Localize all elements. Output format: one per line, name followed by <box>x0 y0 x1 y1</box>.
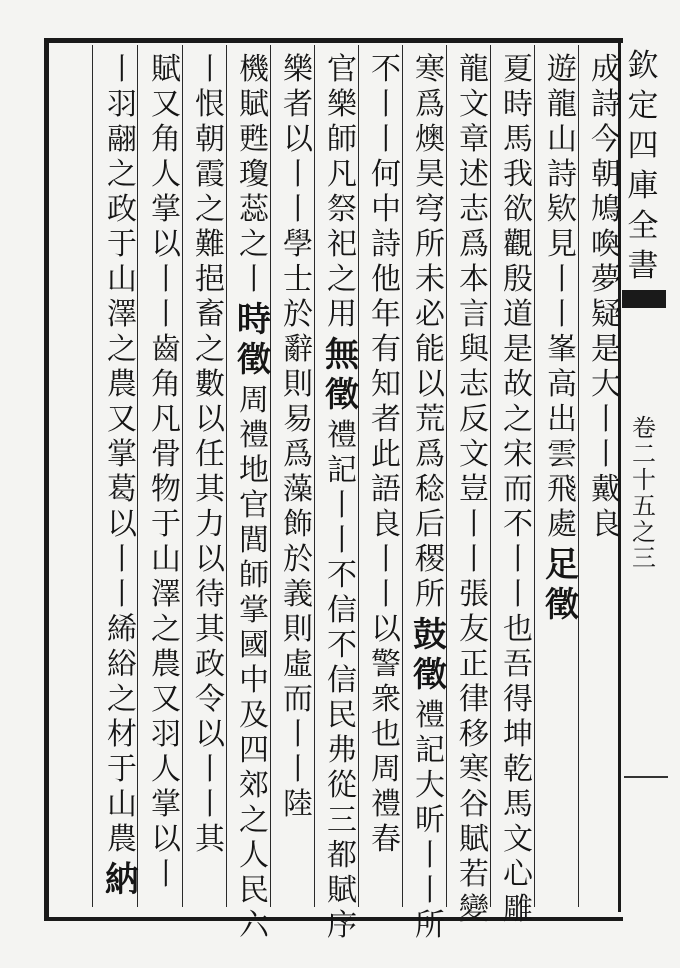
entry-headword: 時徵 <box>237 300 271 380</box>
text-column-6 <box>364 52 408 857</box>
column-text: 夏時馬我欲觀殷道是故之宋而不丨丨也吾得坤乾馬文心雕 <box>503 52 533 927</box>
column-text: 丨恨朝霞之難挹 <box>195 52 225 297</box>
fishtail-mark <box>622 290 666 308</box>
text-column-4 <box>452 52 496 927</box>
book-title-text: 欽定四庫全書 <box>627 48 659 284</box>
column-text: 畜之數以任其力以待其政令以丨丨其 <box>195 297 225 857</box>
juan-number-text: 卷二十五之三 <box>632 414 656 572</box>
column-text: 賦又角人掌以丨丨齒角凡骨物于山澤之農又羽人掌以丨 <box>151 52 181 892</box>
entry-headword: 無徵 <box>325 335 359 415</box>
text-column-10 <box>188 52 232 857</box>
column-text: 官樂師凡祭祀之用 <box>327 52 357 332</box>
text-column-9 <box>232 52 276 943</box>
text-column-8 <box>276 52 320 822</box>
column-text: 禮記丨丨不信不信民弗從三都賦序 <box>327 418 357 943</box>
margin-tick <box>624 776 668 778</box>
entry-headword: 足徵 <box>545 545 579 625</box>
entry-headword: 鼓徵 <box>413 615 447 695</box>
text-column-11 <box>144 52 188 892</box>
text-column-1 <box>584 52 628 542</box>
column-text: 樂者以丨丨學士 <box>283 52 313 297</box>
column-text: 不丨丨何中詩他年有知者此語良丨丨 <box>371 52 401 612</box>
juan-number <box>626 415 662 571</box>
column-text: 周禮地官閭師掌國中及四郊之人民六 <box>239 383 269 943</box>
column-text: 於辭則易爲藻飾於義則虛而丨丨陸 <box>283 297 313 822</box>
column-text: 以警衆也周禮春 <box>371 612 401 857</box>
column-text: 機賦甦瓊蕊之丨 <box>239 52 269 297</box>
text-column-3 <box>496 52 540 927</box>
column-text: 遊龍山詩欵見丨丨峯高出雲飛處 <box>547 52 577 542</box>
text-column-2 <box>540 52 584 628</box>
text-column-5 <box>408 52 452 943</box>
column-text: 寒爲燠昊穹所未必能以荒爲稔后稷所 <box>415 52 445 612</box>
text-column-12 <box>100 52 144 903</box>
column-text: 龍文章述志爲本言與志反文豈丨丨張友正律移寒谷賦若變 <box>459 52 489 927</box>
entry-headword: 納 <box>105 860 139 900</box>
column-rule <box>92 45 93 907</box>
column-text: 丨羽翮之政于山澤之農又掌葛以丨丨絺綌之材于山農 <box>107 52 137 857</box>
text-column-7 <box>320 52 364 943</box>
column-text: 成詩今朝鳩喚夢疑是大丨丨戴良 <box>591 52 621 542</box>
column-text: 禮記大昕丨丨所 <box>415 698 445 943</box>
